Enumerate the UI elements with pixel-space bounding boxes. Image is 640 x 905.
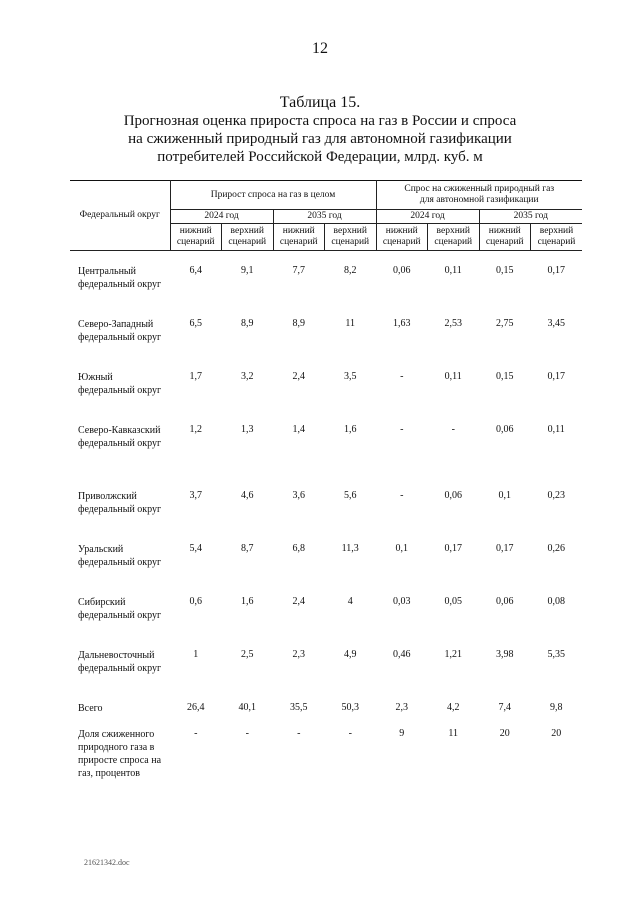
header-year: 2024 год [376,210,479,224]
value-cell: 2,53 [444,318,462,329]
district-name: Северо-Западный федеральный округ [78,319,162,343]
header-scenario-low: нижний сценарий [376,224,428,251]
value-cell: 1,7 [189,371,202,382]
table-title-line: Прогнозная оценка прироста спроса на газ в России и спроса [123,113,517,129]
value-cell: - [348,728,352,739]
district-name: Приволжский федеральный округ [78,491,162,515]
value-cell: 4 [347,596,353,607]
value-cell: - [245,728,249,739]
value-cell: 3,98 [496,649,514,660]
value-cell: 2,75 [496,318,514,329]
value-cell: 1,6 [344,424,357,435]
value-cell: 4,9 [344,649,357,660]
value-cell: 2,3 [292,649,305,660]
header-gas-demand-growth: Прирост спроса на газ в целом [170,181,376,210]
value-cell: 0,46 [393,649,411,660]
district-name: Уральский федеральный округ [78,544,162,568]
value-cell: 0,17 [496,543,514,554]
table-row [70,702,582,728]
district-name: Сибирский федеральный округ [78,597,162,621]
header-lng-demand [376,181,582,210]
value-cell: 0,03 [393,596,411,607]
value-cell: 0,26 [547,543,565,554]
value-cell: 0,23 [547,490,565,501]
value-cell: 7,7 [292,265,305,276]
value-cell: 0,15 [496,371,514,382]
header-lng-demand-line: Спрос на сжиженный природный газ [404,184,555,194]
value-cell: 8,7 [241,543,254,554]
header-year: 2035 год [479,210,582,224]
header-scenario-low: нижний сценарий [479,224,531,251]
table-row [70,318,582,371]
header-scenario-high: верхний сценарий [222,224,274,251]
value-cell: 9 [399,728,405,739]
header-scenario-low: нижний сценарий [170,224,222,251]
value-cell: 3,2 [241,371,254,382]
value-cell: 1,3 [241,424,254,435]
header-lng-demand-line: для автономной газификации [419,195,539,205]
value-cell: 3,7 [189,490,202,501]
table-row [70,490,582,543]
district-name: Южный федеральный округ [78,372,162,396]
data-table [70,180,582,781]
value-cell: 7,4 [498,702,511,713]
value-cell: 3,6 [292,490,305,501]
value-cell: 0,11 [444,265,462,276]
value-cell: - [400,371,404,382]
value-cell: 0,08 [547,596,565,607]
value-cell: 6,5 [189,318,202,329]
table-row [70,265,582,318]
value-cell: 50,3 [341,702,359,713]
value-cell: 40,1 [238,702,256,713]
value-cell: 1,2 [189,424,202,435]
value-cell: 5,4 [189,543,202,554]
district-name: Дальневосточный федеральный округ [78,650,162,674]
value-cell: 2,5 [241,649,254,660]
value-cell: - [400,424,404,435]
lng-share-label: Доля сжиженного природного газа в приросте спроса на газ, процентов [78,729,162,779]
value-cell: - [194,728,198,739]
value-cell: 0,17 [547,371,565,382]
value-cell: 20 [551,728,562,739]
page-number: 12 [312,40,328,57]
value-cell: 0,17 [547,265,565,276]
table-row [70,543,582,596]
header-year: 2035 год [273,210,376,224]
value-cell: 0,11 [444,371,462,382]
table-title-line: потребителей Российской Федерации, млрд. куб. м [157,149,483,165]
header-scenario-high: верхний сценарий [325,224,377,251]
file-name-footer: 21621342.doc [84,858,130,867]
value-cell: 9,8 [550,702,563,713]
value-cell: - [297,728,301,739]
total-label: Всего [78,703,103,714]
value-cell: 0,06 [496,424,514,435]
value-cell: 2,4 [292,371,305,382]
header-scenario-low: нижний сценарий [273,224,325,251]
header-district: Федеральный округ [70,181,170,251]
value-cell: 26,4 [187,702,205,713]
value-cell: 0,6 [189,596,202,607]
value-cell: 4,6 [241,490,254,501]
value-cell: 0,11 [547,424,565,435]
table-row [70,596,582,649]
value-cell: 9,1 [241,265,254,276]
table-row [70,649,582,702]
value-cell: 1,4 [292,424,305,435]
value-cell: 11 [345,318,356,329]
value-cell: 8,2 [344,265,357,276]
value-cell: 0,05 [444,596,462,607]
district-name: Центральный федеральный округ [78,266,162,290]
table-row [70,728,582,781]
district-name: Северо-Кавказский федеральный округ [78,425,162,449]
table-row [70,424,582,490]
value-cell: 8,9 [241,318,254,329]
value-cell: 0,06 [496,596,514,607]
value-cell: 3,5 [344,371,357,382]
value-cell: 5,35 [547,649,565,660]
value-cell: 3,45 [547,318,565,329]
header-year: 2024 год [170,210,273,224]
table-row [70,371,582,424]
value-cell: 0,1 [498,490,511,501]
value-cell: 4,2 [447,702,460,713]
header-scenario-high: верхний сценарий [531,224,583,251]
value-cell: 2,3 [395,702,408,713]
value-cell: 1,63 [393,318,411,329]
table-caption [0,94,640,166]
value-cell: 5,6 [344,490,357,501]
value-cell: 6,4 [189,265,202,276]
value-cell: 20 [499,728,510,739]
table-title-line: на сжиженный природный газ для автономной газификации [128,131,512,147]
header-scenario-high: верхний сценарий [428,224,480,251]
value-cell: 8,9 [292,318,305,329]
value-cell: - [400,490,404,501]
value-cell: 6,8 [292,543,305,554]
value-cell: 35,5 [290,702,308,713]
value-cell: 11,3 [341,543,359,554]
value-cell: 1,21 [444,649,462,660]
value-cell: 11 [448,728,459,739]
value-cell: 0,06 [393,265,411,276]
value-cell: 1 [193,649,199,660]
value-cell: 2,4 [292,596,305,607]
value-cell: 0,17 [444,543,462,554]
value-cell: - [451,424,455,435]
value-cell: 1,6 [241,596,254,607]
table-number: Таблица 15. [279,94,361,111]
value-cell: 0,06 [444,490,462,501]
value-cell: 0,15 [496,265,514,276]
value-cell: 0,1 [395,543,408,554]
